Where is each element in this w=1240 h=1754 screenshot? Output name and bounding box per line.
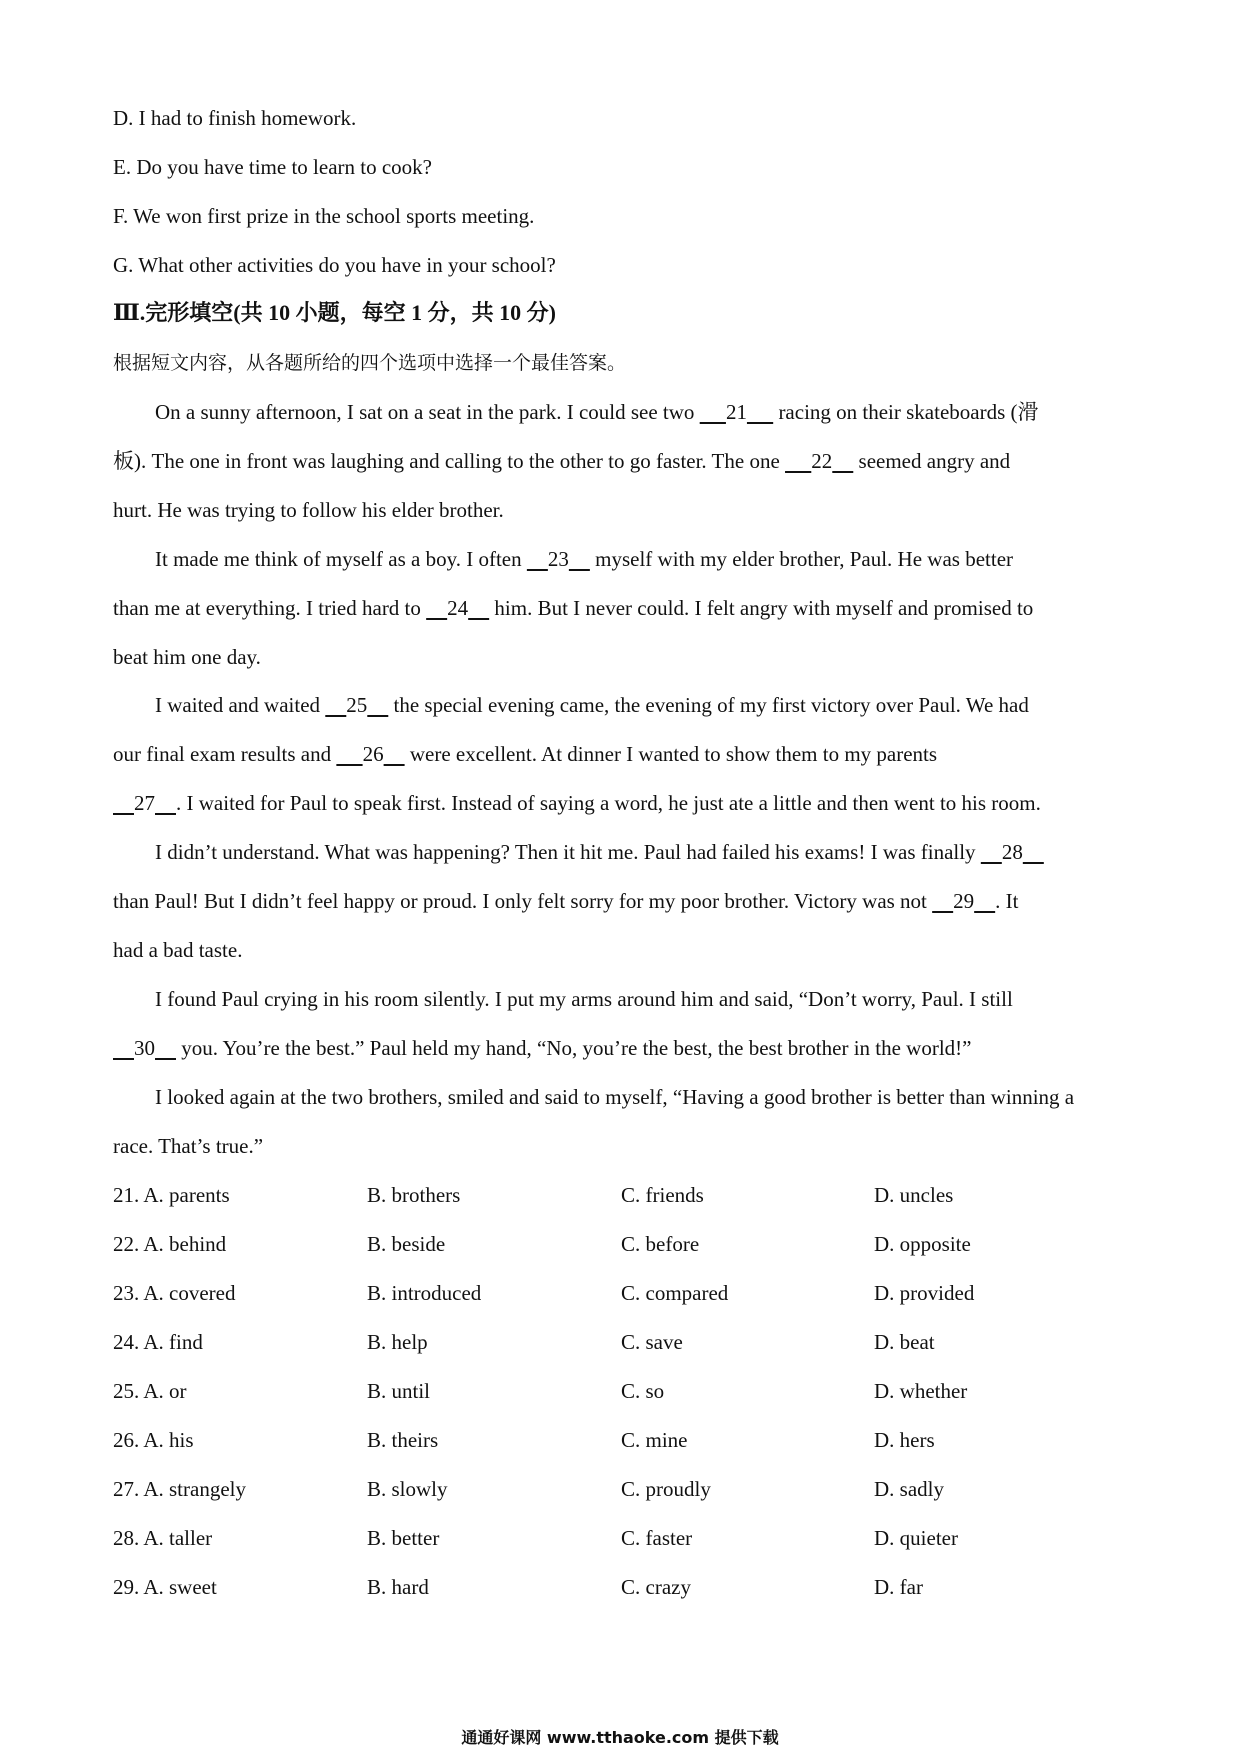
option-d: D. opposite — [874, 1232, 971, 1256]
passage-text: It made me think of myself as a boy. I often — [155, 547, 522, 571]
option-c: C. faster — [621, 1526, 693, 1550]
option-a: 22. A. behind — [113, 1232, 227, 1256]
option-b: B. until — [367, 1379, 431, 1403]
page-footer: 通通好课网 www.tthaoke.com 提供下载 — [461, 1728, 779, 1747]
question-28-options — [113, 1525, 1153, 1551]
option-a: 26. A. his — [113, 1428, 194, 1452]
option-d: D. provided — [874, 1281, 975, 1305]
option-a: 23. A. covered — [113, 1281, 236, 1305]
passage-line-13: I found Paul crying in his room silently. I put my arms around him and said, “Don’t worry, Paul. I still — [155, 987, 1013, 1011]
option-a: 24. A. find — [113, 1330, 203, 1354]
passage-line-16: race. That’s true.” — [113, 1134, 264, 1158]
option-c: C. crazy — [621, 1575, 691, 1599]
option-d: D. far — [874, 1575, 923, 1599]
option-b: B. help — [367, 1330, 428, 1354]
passage-text: the special evening came, the evening of my first victory over Paul. We had — [393, 693, 1029, 717]
option-b: B. introduced — [367, 1281, 482, 1305]
passage-line-1 — [155, 399, 1039, 425]
passage-text: . It — [995, 889, 1019, 913]
passage-line-14 — [113, 1035, 972, 1061]
passage-text: On a sunny afternoon, I sat on a seat in the park. I could see two — [155, 400, 695, 424]
option-c: C. so — [621, 1379, 665, 1403]
blank-30: 30 — [134, 1036, 155, 1060]
passage-text: racing on their skateboards (滑 — [778, 400, 1039, 424]
option-a: 25. A. or — [113, 1379, 187, 1403]
section-heading: Ⅲ.完形填空(共 10 小题，每空 1 分，共 10 分) — [113, 300, 556, 325]
passage-text: than me at everything. I tried hard to — [113, 596, 421, 620]
question-27-options — [113, 1476, 1153, 1502]
question-29-options — [113, 1574, 1153, 1600]
blank-22: 22 — [811, 449, 833, 473]
option-e-text: E. Do you have time to learn to cook? — [113, 155, 432, 179]
option-c: C. proudly — [621, 1477, 711, 1501]
option-d: D. uncles — [874, 1183, 954, 1207]
passage-text: were excellent. At dinner I wanted to show them to my parents — [409, 742, 938, 766]
option-a: 21. A. parents — [113, 1183, 230, 1207]
section-instruction: 根据短文内容，从各题所给的四个选项中选择一个最佳答案。 — [113, 352, 627, 374]
passage-line-8 — [113, 741, 937, 767]
passage-text: him. But I never could. I felt angry with myself and promised to — [494, 596, 1034, 620]
passage-text: I didn’t understand. What was happening? Then it hit me. Paul had failed his exams! I was finally — [155, 840, 976, 864]
option-a: 28. A. taller — [113, 1526, 213, 1550]
option-d: D. hers — [874, 1428, 935, 1452]
passage-line-15: I looked again at the two brothers, smiled and said to myself, “Having a good brother is better than winning a — [155, 1085, 1075, 1109]
passage-line-9 — [113, 790, 1041, 816]
option-d-text: D. I had to finish homework. — [113, 106, 357, 130]
passage-line-2 — [113, 448, 1010, 474]
blank-25: 25 — [346, 693, 368, 717]
question-26-options — [113, 1427, 1153, 1453]
option-f-text: F. We won first prize in the school sports meeting. — [113, 204, 535, 228]
option-b: B. hard — [367, 1575, 429, 1599]
option-b: B. better — [367, 1526, 440, 1550]
option-b: B. beside — [367, 1232, 446, 1256]
question-23-options — [113, 1280, 1153, 1306]
passage-text: myself with my elder brother, Paul. He was better — [595, 547, 1014, 571]
option-b: B. theirs — [367, 1428, 439, 1452]
passage-line-3: hurt. He was trying to follow his elder brother. — [113, 498, 504, 522]
passage-text: our final exam results and — [113, 742, 332, 766]
option-c: C. mine — [621, 1428, 688, 1452]
question-21-options — [113, 1182, 1153, 1208]
passage-line-6: beat him one day. — [113, 645, 261, 669]
passage-text: . I waited for Paul to speak first. Instead of saying a word, he just ate a little and then went to his room. — [176, 791, 1041, 815]
blank-27: 27 — [134, 791, 155, 815]
option-b: B. brothers — [367, 1183, 461, 1207]
option-b: B. slowly — [367, 1477, 448, 1501]
passage-text: I waited and waited — [155, 693, 321, 717]
blank-29: 29 — [953, 889, 975, 913]
blank-26: 26 — [362, 742, 384, 766]
blank-21: 21 — [725, 400, 747, 424]
option-d: D. beat — [874, 1330, 935, 1354]
blank-24: 24 — [447, 596, 469, 620]
question-24-options — [113, 1329, 1153, 1355]
option-c: C. save — [621, 1330, 683, 1354]
option-c: C. before — [621, 1232, 700, 1256]
option-d: D. sadly — [874, 1477, 944, 1501]
passage-text: 板). The one in front was laughing and calling to the other to go faster. The one — [113, 449, 780, 473]
passage-line-5 — [113, 595, 1033, 621]
option-a: 27. A. strangely — [113, 1477, 246, 1501]
passage-text: than Paul! But I didn’t feel happy or proud. I only felt sorry for my poor brother. Victory was not — [113, 889, 927, 913]
option-d: D. whether — [874, 1379, 968, 1403]
passage-line-10 — [155, 839, 1044, 865]
blank-28: 28 — [1001, 840, 1023, 864]
passage-line-4 — [155, 546, 1013, 572]
option-c: C. friends — [621, 1183, 704, 1207]
passage-text: you. You’re the best.” Paul held my hand, “No, you’re the best, the best brother in the world!” — [181, 1036, 972, 1060]
question-22-options — [113, 1231, 1153, 1257]
option-a: 29. A. sweet — [113, 1575, 217, 1599]
blank-23: 23 — [547, 547, 569, 571]
passage-line-7 — [155, 692, 1029, 718]
passage-text: seemed angry and — [858, 449, 1011, 473]
option-c: C. compared — [621, 1281, 729, 1305]
passage-line-12: had a bad taste. — [113, 938, 243, 962]
option-g-text: G. What other activities do you have in your school? — [113, 253, 556, 277]
passage-line-11 — [113, 888, 1018, 914]
option-d: D. quieter — [874, 1526, 958, 1550]
question-25-options — [113, 1378, 1153, 1404]
